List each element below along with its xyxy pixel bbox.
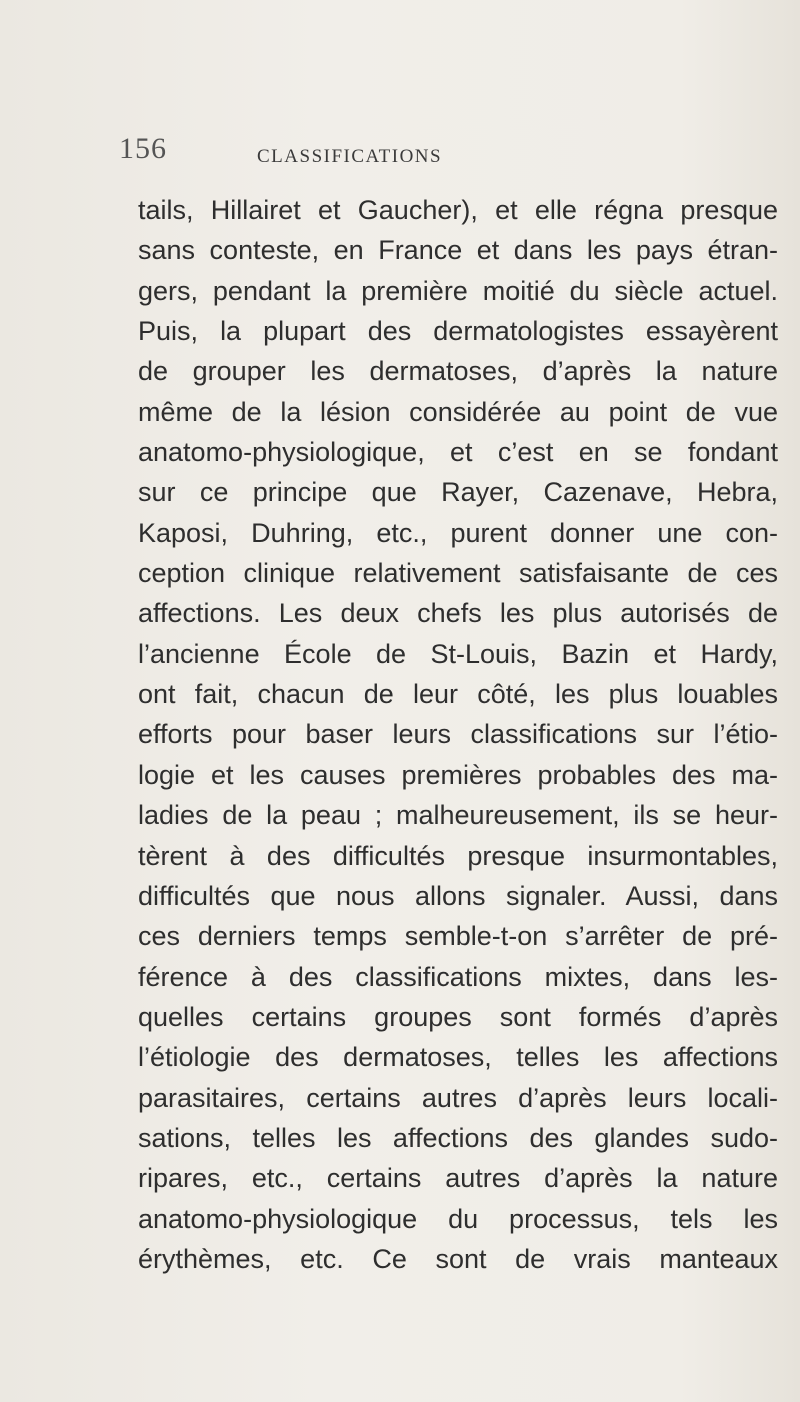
text-line: logie et les causes premières probables des ma-: [138, 759, 778, 790]
text-line: ripares, etc., certains autres d’après la nature: [138, 1163, 778, 1194]
text-line: même de la lésion considérée au point de vue: [138, 396, 778, 427]
text-line: anatomo-physiologique du processus, tels les: [138, 1203, 778, 1234]
text-line: tèrent à des difficultés presque insurmontables,: [138, 840, 778, 871]
text-line: gers, pendant la première moitié du siècle actuel.: [138, 275, 778, 306]
text-line: l’ancienne École de St-Louis, Bazin et Hardy,: [138, 638, 778, 669]
text-line: parasitaires, certains autres d’après leurs locali-: [138, 1082, 778, 1113]
text-line: ces derniers temps semble-t-on s’arrêter de pré-: [138, 921, 778, 952]
text-line: Kaposi, Duhring, etc., purent donner une con-: [138, 517, 778, 548]
text-line: sations, telles les affections des glandes sudo-: [138, 1122, 778, 1153]
text-line: l’étiologie des dermatoses, telles les affections: [138, 1042, 778, 1073]
text-line: érythèmes, etc. Ce sont de vrais manteaux: [138, 1243, 778, 1274]
text-line: ont fait, chacun de leur côté, les plus louables: [138, 679, 778, 710]
page-header: [119, 130, 719, 170]
text-line: Puis, la plupart des dermatologistes essayèrent: [138, 316, 778, 347]
text-line: anatomo-physiologique, et c’est en se fondant: [138, 437, 778, 468]
text-line: de grouper les dermatoses, d’après la nature: [138, 356, 778, 387]
text-line: ception clinique relativement satisfaisante de ces: [138, 558, 778, 589]
text-line: ladies de la peau ; malheureusement, ils se heur-: [138, 800, 778, 831]
text-line: tails, Hillairet et Gaucher), et elle régna presque: [138, 195, 778, 225]
text-line: difficultés que nous allons signaler. Aussi, dans: [138, 880, 778, 911]
page-number: 156: [119, 132, 167, 165]
text-line: efforts pour baser leurs classifications sur l’étio-: [138, 719, 778, 750]
running-head: CLASSIFICATIONS: [257, 146, 443, 167]
text-line: quelles certains groupes sont formés d’après: [138, 1001, 778, 1032]
text-line: affections. Les deux chefs les plus autorisés de: [138, 598, 778, 629]
text-line: sans conteste, en France et dans les pays étran-: [138, 235, 778, 266]
text-line: férence à des classifications mixtes, dans les-: [138, 961, 778, 992]
text-line: sur ce principe que Rayer, Cazenave, Hebra,: [138, 477, 778, 508]
body-paragraph: [138, 190, 778, 1279]
